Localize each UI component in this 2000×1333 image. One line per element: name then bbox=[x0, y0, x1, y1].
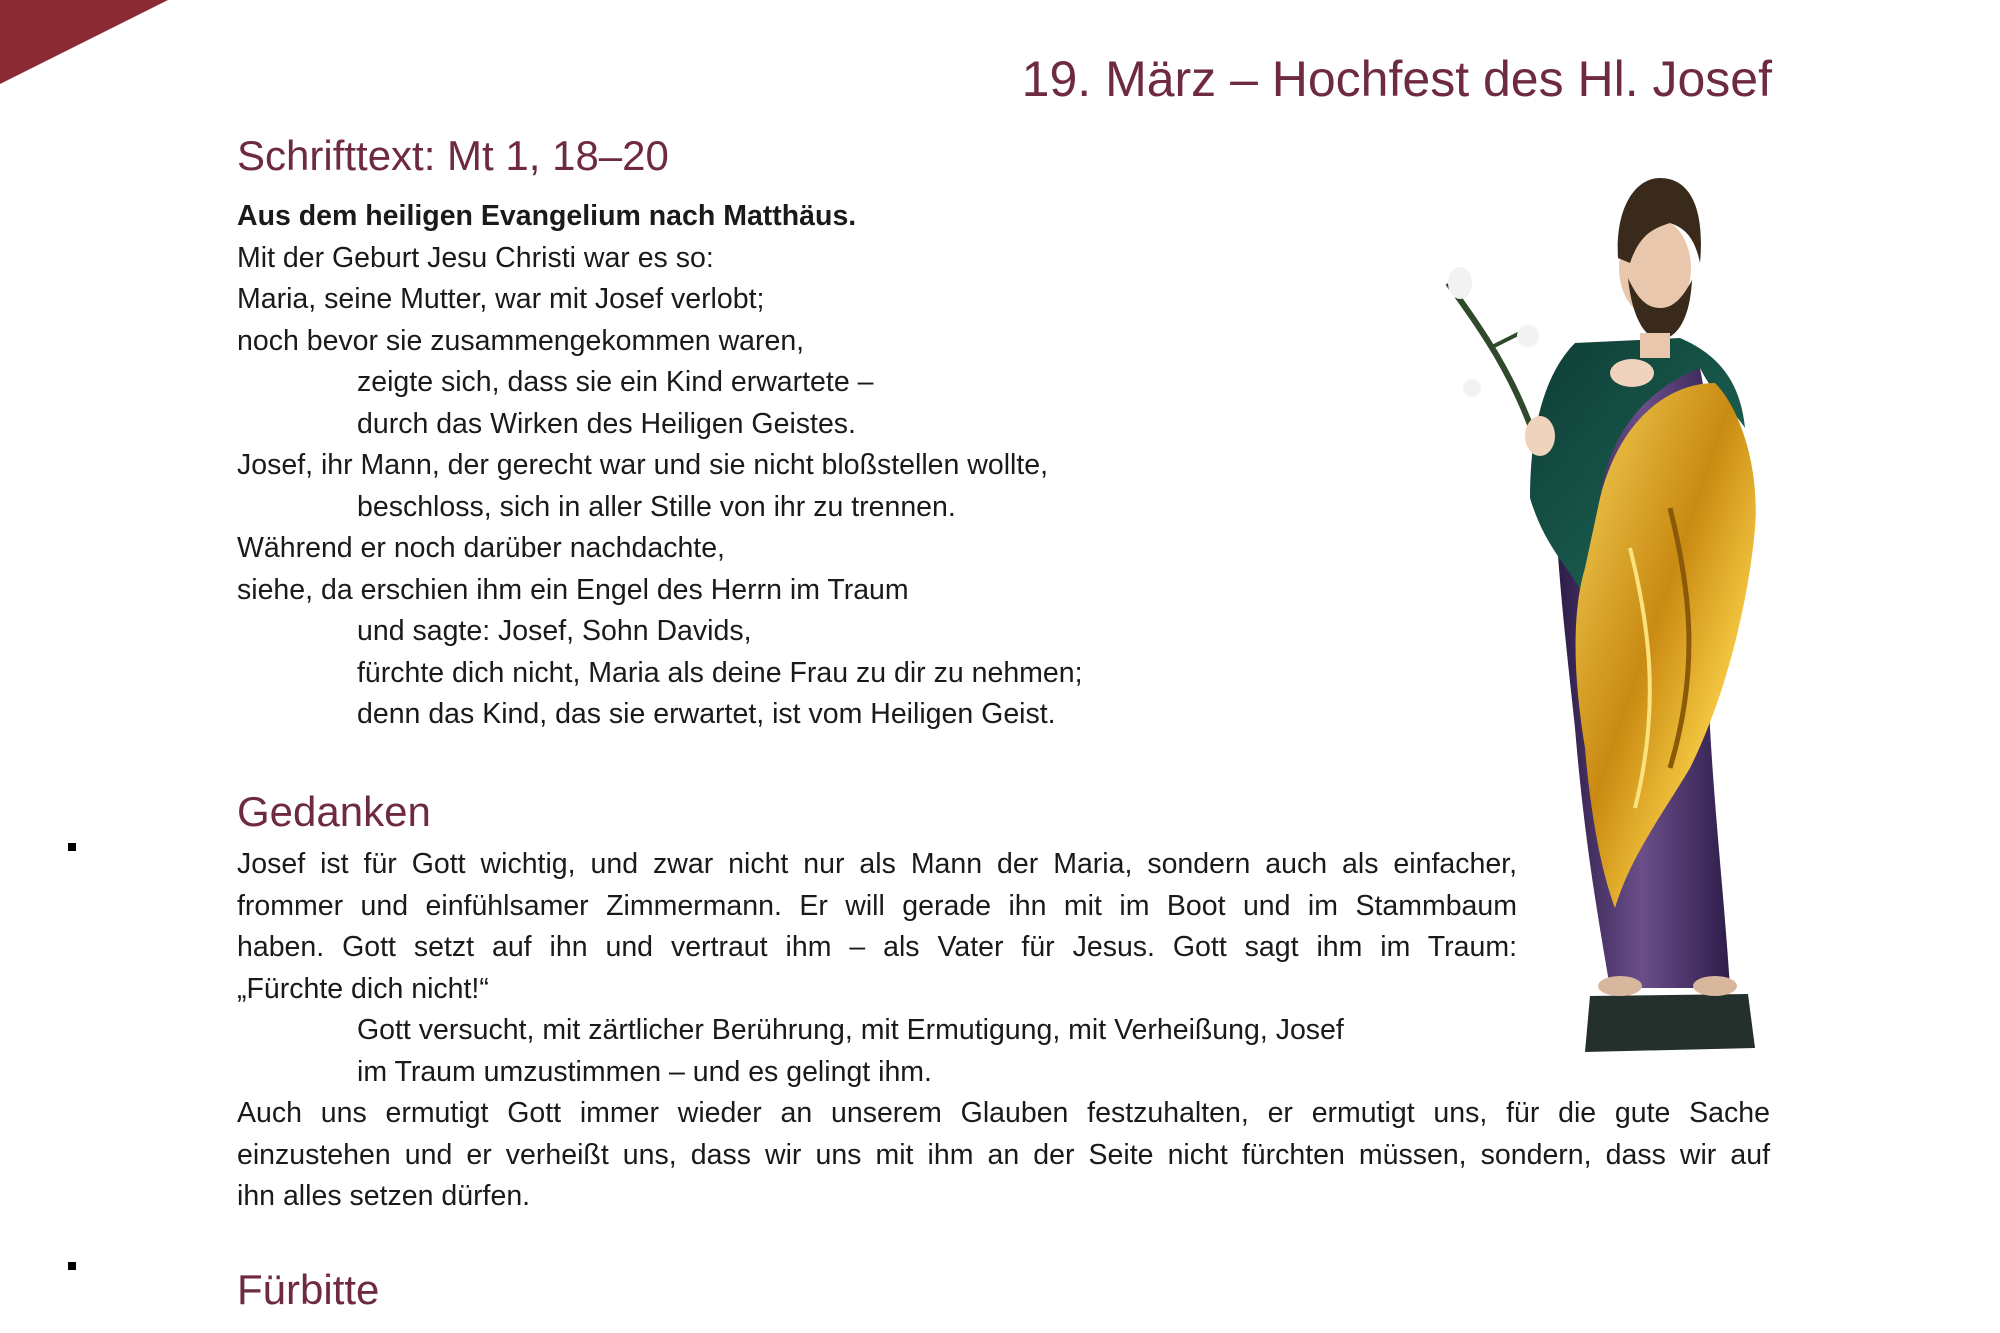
thoughts-heading: Gedanken bbox=[237, 788, 431, 835]
bullet-marker bbox=[68, 843, 76, 851]
scripture-line: Josef, ihr Mann, der gerecht war und sie nicht bloßstellen wollte, bbox=[237, 449, 1049, 481]
lily-flower bbox=[1517, 325, 1539, 347]
saint-joseph-statue-image bbox=[1370, 168, 1790, 1068]
paragraph-line: Auch uns ermutigt Gott immer wieder an unserem Glauben festzuhalten, er ermutigt uns, für die gute Sache bbox=[237, 1097, 1770, 1129]
paragraph-line: Josef ist für Gott wichtig, und zwar nicht nur als Mann der Maria, sondern auch als einfacher, bbox=[237, 848, 1517, 880]
paragraph-line: frommer und einfühlsamer Zimmermann. Er will gerade ihn mit im Boot und im Stammbaum bbox=[237, 889, 1517, 922]
scripture-line: Maria, seine Mutter, war mit Josef verlobt; bbox=[237, 283, 765, 315]
intercession-heading: Fürbitte bbox=[237, 1266, 380, 1313]
scripture-line: und sagte: Josef, Sohn Davids, bbox=[357, 615, 752, 647]
corner-decoration bbox=[0, 0, 168, 84]
scripture-line: siehe, da erschien ihm ein Engel des Herrn im Traum bbox=[237, 573, 909, 606]
bullet-marker bbox=[68, 1262, 76, 1270]
scripture-line: Aus dem heiligen Evangelium nach Matthäus. bbox=[237, 200, 857, 232]
scripture-text bbox=[237, 196, 1083, 736]
scripture-line: denn das Kind, das sie erwartet, ist vom Heiligen Geist. bbox=[357, 698, 1056, 730]
scripture-line: fürchte dich nicht, Maria als deine Frau zu dir zu nehmen; bbox=[357, 656, 1083, 689]
scripture-line: Während er noch darüber nachdachte, bbox=[237, 532, 725, 564]
paragraph-line: Gott versucht, mit zärtlicher Berührung, mit Ermutigung, mit Verheißung, Josef bbox=[357, 1014, 1344, 1046]
paragraph-line: ihn alles setzen dürfen. bbox=[237, 1180, 531, 1212]
scripture-line: Mit der Geburt Jesu Christi war es so: bbox=[237, 241, 714, 274]
paragraph-line: im Traum umzustimmen – und es gelingt ihm. bbox=[357, 1055, 932, 1088]
thoughts-paragraph-1 bbox=[237, 844, 1517, 1010]
statue-base bbox=[1585, 994, 1755, 1052]
page-title: 19. März – Hochfest des Hl. Josef bbox=[1021, 51, 1772, 107]
paragraph-line: „Fürchte dich nicht!“ bbox=[237, 972, 489, 1005]
scripture-line: durch das Wirken des Heiligen Geistes. bbox=[357, 407, 856, 440]
paragraph-line: einzustehen und er verheißt uns, dass wir uns mit ihm an der Seite nicht fürchten müssen, sondern, dass wir auf bbox=[237, 1138, 1770, 1171]
scripture-line: zeigte sich, dass sie ein Kind erwartete – bbox=[357, 366, 874, 398]
lily-flower bbox=[1448, 267, 1472, 299]
scripture-line: noch bevor sie zusammengekommen waren, bbox=[237, 324, 805, 357]
scripture-heading: Schrifttext: Mt 1, 18–20 bbox=[237, 132, 669, 179]
paragraph-line: haben. Gott setzt auf ihn und vertraut ihm – als Vater für Jesus. Gott sagt ihm im Traum: bbox=[237, 931, 1517, 963]
scripture-line: beschloss, sich in aller Stille von ihr zu trennen. bbox=[357, 490, 956, 523]
thoughts-paragraph-3 bbox=[237, 1093, 1770, 1218]
lily-flower bbox=[1463, 379, 1481, 397]
